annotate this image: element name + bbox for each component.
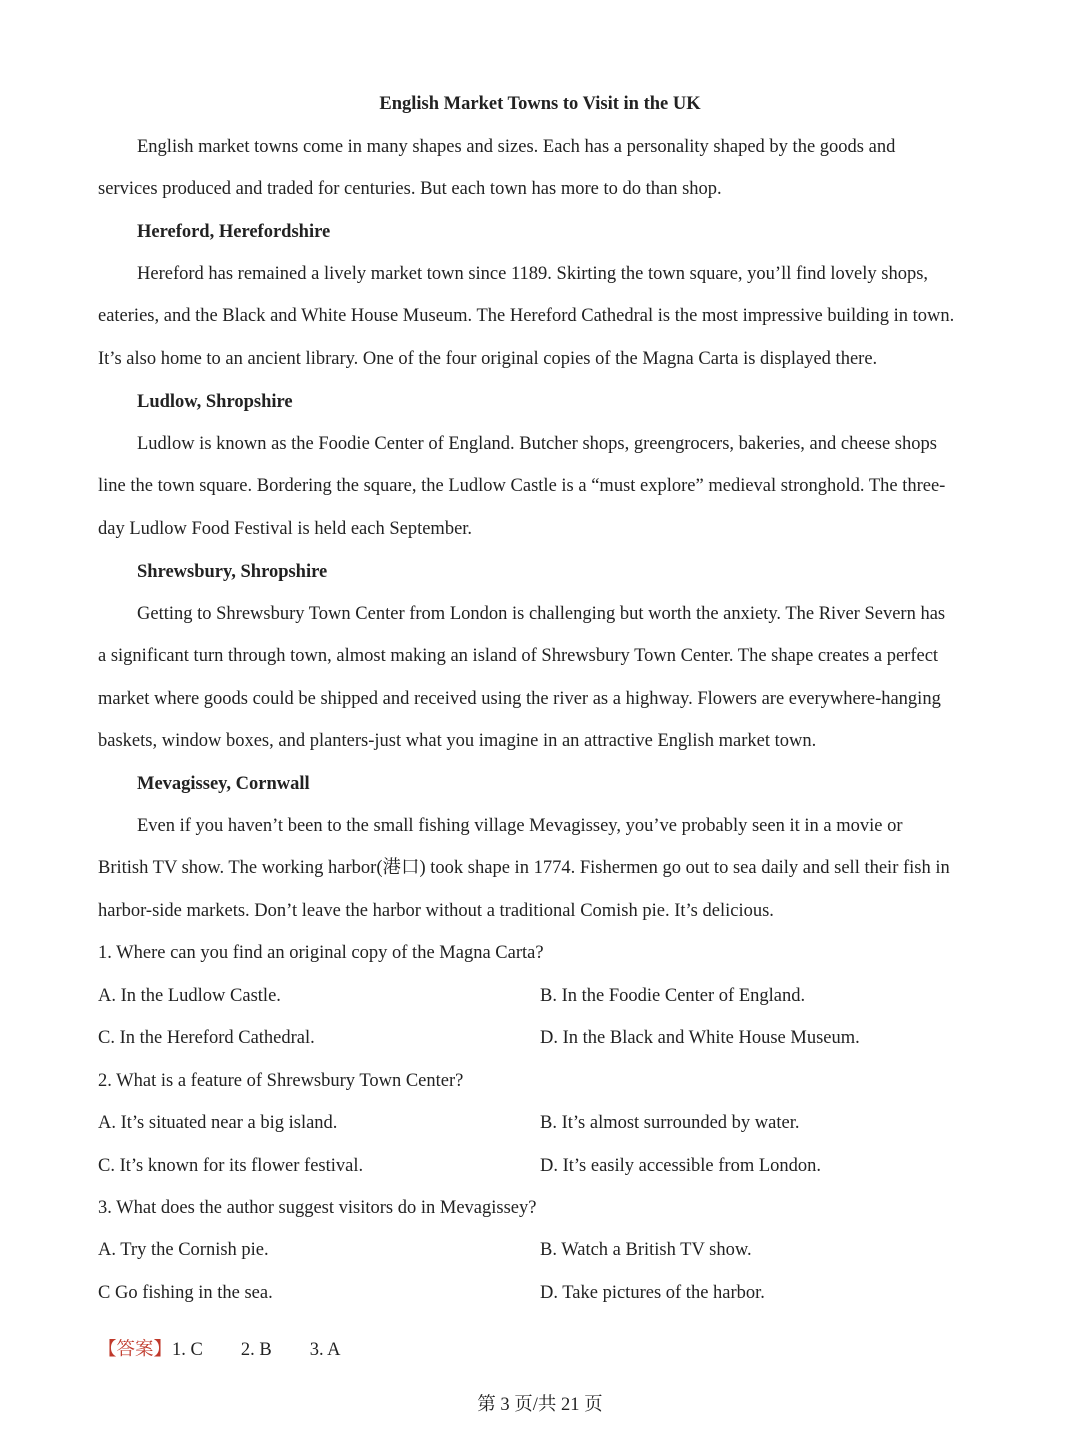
question-3-option-c: C Go fishing in the sea. bbox=[98, 1283, 273, 1303]
paragraph-line: market where goods could be shipped and received using the river as a highway. Flowers are everywhere-hanging bbox=[98, 689, 941, 709]
answer-1: 1. C bbox=[172, 1340, 203, 1360]
question-1: 1. Where can you find an original copy of the Magna Carta? bbox=[98, 943, 544, 963]
paragraph-line: eateries, and the Black and White House Museum. The Hereford Cathedral is the most impressive building in town. bbox=[98, 306, 955, 326]
paragraph-line: Ludlow is known as the Foodie Center of England. Butcher shops, greengrocers, bakeries, and cheese shops bbox=[137, 434, 937, 454]
question-1-option-a: A. In the Ludlow Castle. bbox=[98, 986, 281, 1006]
question-1-option-b: B. In the Foodie Center of England. bbox=[540, 986, 806, 1006]
answer-2: 2. B bbox=[240, 1340, 272, 1360]
question-3-option-d: D. Take pictures of the harbor. bbox=[540, 1283, 765, 1303]
intro-line-2: services produced and traded for centuries. But each town has more to do than shop. bbox=[98, 179, 722, 199]
paragraph-line: day Ludlow Food Festival is held each September. bbox=[98, 519, 473, 539]
question-3-option-a: A. Try the Cornish pie. bbox=[98, 1240, 269, 1260]
question-3: 3. What does the author suggest visitors do in Mevagissey? bbox=[98, 1198, 537, 1218]
question-2-option-c: C. It’s known for its flower festival. bbox=[98, 1156, 364, 1176]
section-heading-mevagissey: Mevagissey, Cornwall bbox=[137, 774, 310, 794]
answer-key bbox=[98, 1338, 341, 1362]
paragraph-line: harbor-side markets. Don’t leave the harbor without a traditional Comish pie. It’s delicious. bbox=[98, 901, 774, 921]
paragraph-line: British TV show. The working harbor(港口) took shape in 1774. Fishermen go out to sea daily and sell their fish in bbox=[98, 858, 950, 878]
paragraph-line: line the town square. Bordering the square, the Ludlow Castle is a “must explore” medieval stronghold. The three- bbox=[98, 476, 946, 496]
section-heading-shrewsbury: Shrewsbury, Shropshire bbox=[137, 562, 328, 582]
document-title: English Market Towns to Visit in the UK bbox=[379, 94, 701, 114]
question-3-option-b: B. Watch a British TV show. bbox=[540, 1240, 752, 1260]
paragraph-line: a significant turn through town, almost making an island of Shrewsbury Town Center. The shape creates a perfect bbox=[98, 646, 939, 666]
question-2-option-b: B. It’s almost surrounded by water. bbox=[540, 1113, 800, 1133]
section-heading-ludlow: Ludlow, Shropshire bbox=[137, 392, 293, 412]
answer-3: 3. A bbox=[309, 1340, 341, 1360]
paragraph-line: Hereford has remained a lively market town since 1189. Skirting the town square, you’ll find lovely shops, bbox=[137, 264, 929, 284]
question-1-option-d: D. In the Black and White House Museum. bbox=[540, 1028, 860, 1048]
question-2-option-d: D. It’s easily accessible from London. bbox=[540, 1156, 822, 1176]
page-number: 第 3 页/共 21 页 bbox=[477, 1395, 603, 1415]
question-1-option-c: C. In the Hereford Cathedral. bbox=[98, 1028, 315, 1048]
question-2-option-a: A. It’s situated near a big island. bbox=[98, 1113, 338, 1133]
question-2: 2. What is a feature of Shrewsbury Town Center? bbox=[98, 1071, 464, 1091]
section-heading-hereford: Hereford, Herefordshire bbox=[137, 222, 331, 242]
intro-line-1: English market towns come in many shapes and sizes. Each has a personality shaped by the goods and bbox=[137, 137, 896, 157]
paragraph-line: baskets, window boxes, and planters-just what you imagine in an attractive English market town. bbox=[98, 731, 817, 751]
answer-tag: 【答案】 bbox=[98, 1340, 173, 1360]
paragraph-line: Even if you haven’t been to the small fishing village Mevagissey, you’ve probably seen it in a movie or bbox=[137, 816, 903, 836]
paragraph-line: It’s also home to an ancient library. One of the four original copies of the Magna Carta is displayed there. bbox=[98, 349, 878, 369]
paragraph-line: Getting to Shrewsbury Town Center from London is challenging but worth the anxiety. The River Severn has bbox=[137, 604, 946, 624]
